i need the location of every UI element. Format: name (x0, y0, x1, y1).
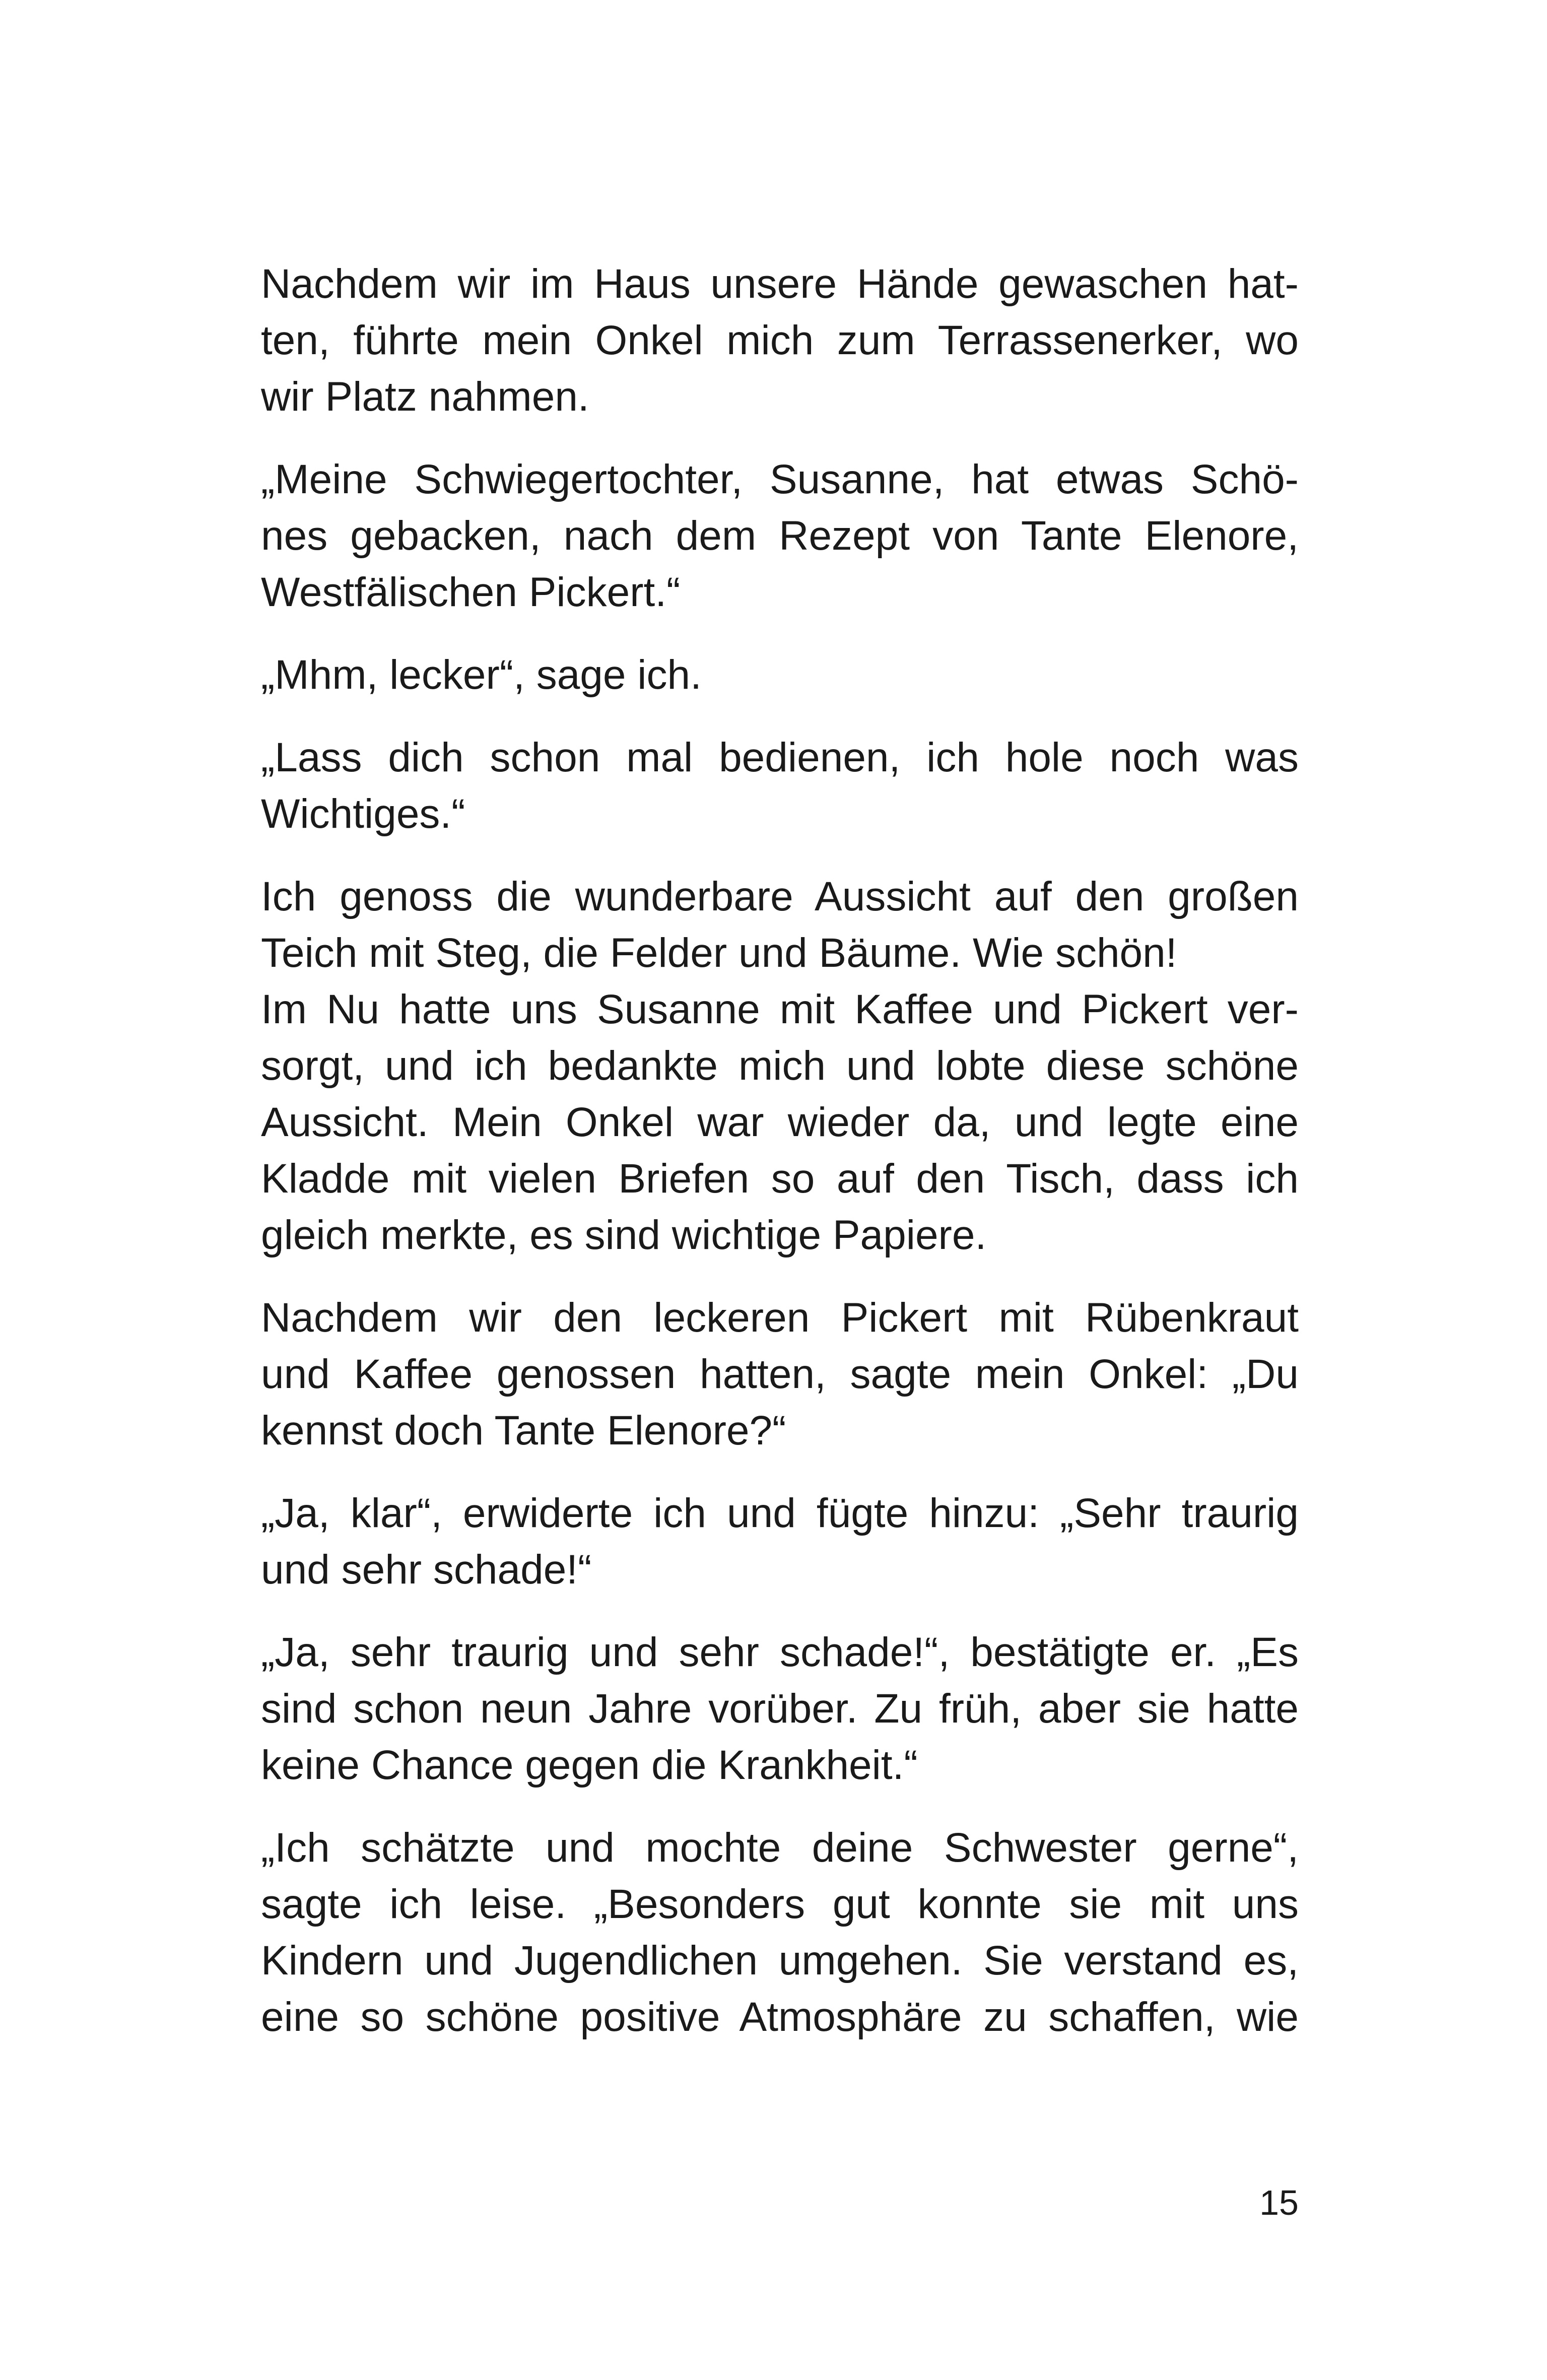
text-line: Wichtiges.“ (261, 791, 465, 837)
text-line: gleich merkte, es sind wichtige Papiere. (261, 1212, 987, 1258)
paragraph (261, 869, 1299, 1264)
text-line: und Kaffee genossen hatten, sagte mein Onkel: „Du (261, 1351, 1299, 1397)
body-text (261, 256, 1299, 2045)
page-number: 15 (1259, 2183, 1299, 2222)
paragraph (261, 1485, 1299, 1598)
text-line: ten, führte mein Onkel mich zum Terrassenerker, wo (261, 317, 1299, 363)
text-line: „Ja, klar“, erwiderte ich und fügte hinzu: „Sehr traurig (261, 1490, 1299, 1536)
paragraph (261, 1624, 1299, 1794)
text-line: sorgt, und ich bedankte mich und lobte diese schöne (261, 1043, 1299, 1089)
text-line: kennst doch Tante Elenore?“ (261, 1408, 786, 1453)
paragraph (261, 730, 1299, 842)
text-line: wir Platz nahmen. (261, 374, 589, 420)
text-line: „Meine Schwiegertochter, Susanne, hat etwas Schö- (261, 456, 1299, 502)
text-line: „Ja, sehr traurig und sehr schade!“, bestätigte er. „Es (261, 1629, 1299, 1675)
paragraph (261, 256, 1299, 425)
text-line: eine so schöne positive Atmosphäre zu schaffen, wie (261, 1994, 1299, 2040)
paragraph (261, 647, 1299, 703)
paragraph (261, 451, 1299, 621)
text-line: Im Nu hatte uns Susanne mit Kaffee und Pickert ver- (261, 986, 1299, 1032)
text-line: „Lass dich schon mal bedienen, ich hole noch was (261, 735, 1299, 780)
text-line: Aussicht. Mein Onkel war wieder da, und legte eine (261, 1099, 1299, 1145)
text-line: Westfälischen Pickert.“ (261, 569, 681, 615)
text-line: Nachdem wir im Haus unsere Hände gewaschen hat- (261, 261, 1299, 307)
text-line: Nachdem wir den leckeren Pickert mit Rübenkraut (261, 1295, 1299, 1341)
text-line: keine Chance gegen die Krankheit.“ (261, 1742, 918, 1788)
text-line: nes gebacken, nach dem Rezept von Tante Elenore, (261, 513, 1299, 559)
text-line: Teich mit Steg, die Felder und Bäume. Wie schön! (261, 930, 1177, 976)
text-line: sind schon neun Jahre vorüber. Zu früh, aber sie hatte (261, 1686, 1299, 1732)
paragraph (261, 1290, 1299, 1459)
text-line: Kladde mit vielen Briefen so auf den Tisch, dass ich (261, 1156, 1299, 1202)
paragraph (261, 1820, 1299, 2045)
text-line: Kindern und Jugendlichen umgehen. Sie verstand es, (261, 1938, 1299, 1984)
text-line: „Ich schätzte und mochte deine Schwester gerne“, (261, 1825, 1299, 1871)
text-line: sagte ich leise. „Besonders gut konnte sie mit uns (261, 1881, 1299, 1927)
text-line: und sehr schade!“ (261, 1547, 592, 1593)
text-line: Ich genoss die wunderbare Aussicht auf den großen (261, 874, 1299, 919)
text-line: „Mhm, lecker“, sage ich. (261, 652, 702, 698)
